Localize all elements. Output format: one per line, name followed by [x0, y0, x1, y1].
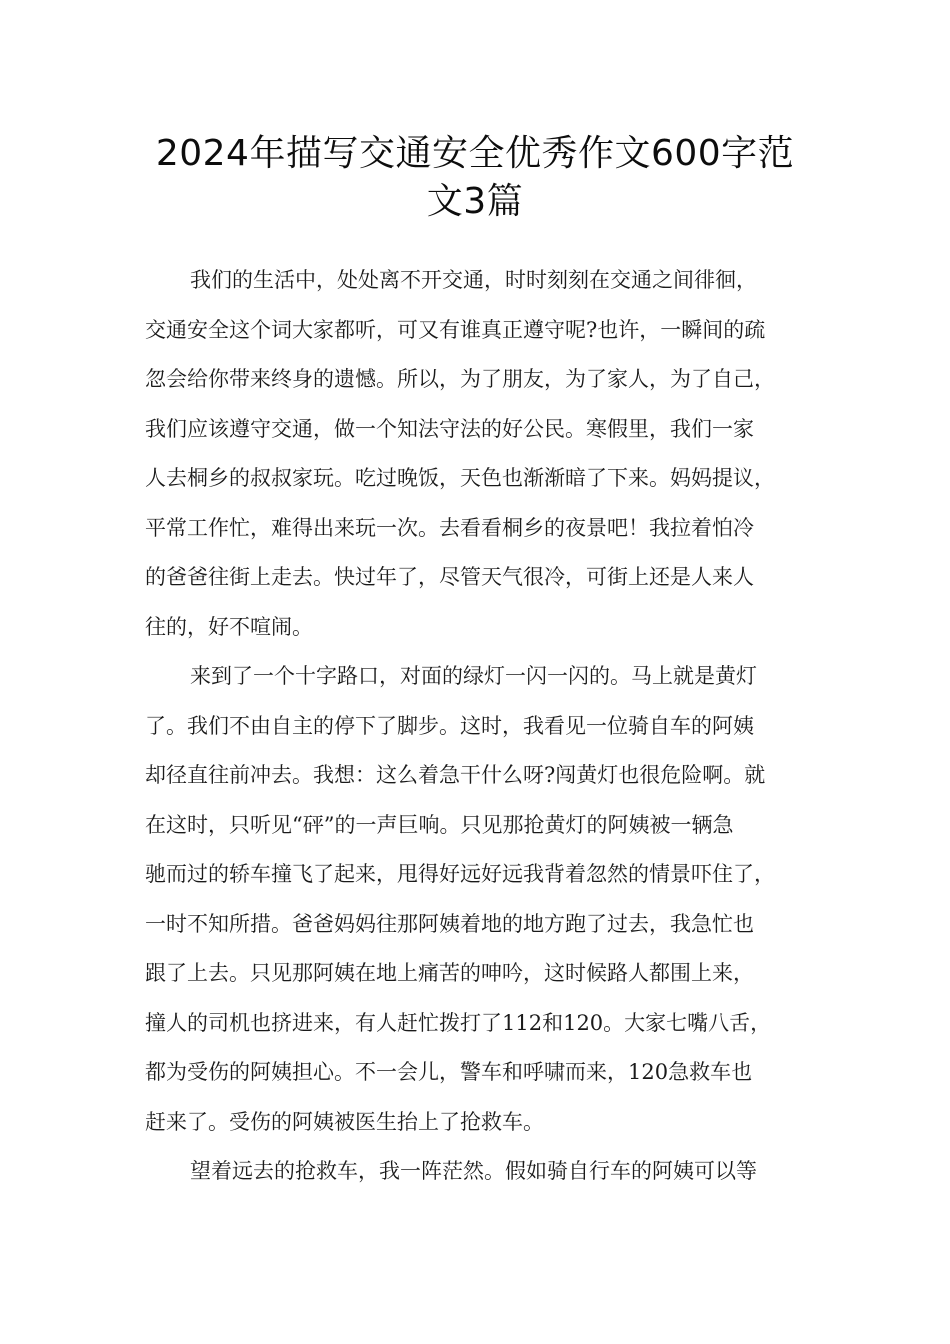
paragraph	[145, 652, 825, 1147]
text-line: 忽会给你带来终身的遗憾。所以，为了朋友，为了家人，为了自己，	[145, 367, 775, 391]
text-line: 交通安全这个词大家都听，可又有谁真正遵守呢?也许，一瞬间的疏	[145, 317, 766, 342]
text-line: 跟了上去。只见那阿姨在地上痛苦的呻吟，这时候路人都围上来，	[145, 961, 754, 985]
text-line: 我们的生活中，处处离不开交通，时时刻刻在交通之间徘徊，	[190, 268, 757, 292]
text-line: 来到了一个十字路口，对面的绿灯一闪一闪的。马上就是黄灯	[190, 664, 757, 688]
text-line: 往的，好不喧闹。	[145, 614, 313, 639]
text-line: 驰而过的轿车撞飞了起来，甩得好远好远我背着忽然的情景吓住了，	[145, 862, 775, 886]
title-line: 文3篇	[426, 181, 524, 222]
text-line: 望着远去的抢救车，我一阵茫然。假如骑自行车的阿姨可以等	[190, 1159, 757, 1183]
text-line: 撞人的司机也挤进来，有人赶忙拨打了112和120。大家七嘴八舌，	[145, 1010, 772, 1035]
document-body	[145, 256, 825, 1197]
text-line: 却径直往前冲去。我想：这么着急干什么呀?闯黄灯也很危险啊。就	[145, 763, 766, 787]
paragraph	[145, 256, 825, 652]
text-line: 的爸爸往街上走去。快过年了，尽管天气很冷，可街上还是人来人	[145, 565, 754, 589]
text-line: 了。我们不由自主的停下了脚步。这时，我看见一位骑自车的阿姨	[145, 713, 754, 738]
text-line: 我们应该遵守交通，做一个知法守法的好公民。寒假里，我们一家	[145, 416, 754, 441]
text-line: 赶来了。受伤的阿姨被医生抬上了抢救车。	[145, 1109, 544, 1134]
text-line: 人去桐乡的叔叔家玩。吃过晚饭，天色也渐渐暗了下来。妈妈提议，	[145, 466, 775, 490]
document-title	[120, 130, 830, 226]
text-line: 一时不知所措。爸爸妈妈往那阿姨着地的地方跑了过去，我急忙也	[145, 911, 754, 936]
title-line: 2024年描写交通安全优秀作文600字范	[155, 133, 795, 174]
text-line: 平常工作忙，难得出来玩一次。去看看桐乡的夜景吧！我拉着怕冷	[145, 515, 754, 540]
text-line: 都为受伤的阿姨担心。不一会儿，警车和呼啸而来，120急救车也	[145, 1060, 753, 1084]
paragraph	[145, 1147, 825, 1197]
text-line: 在这时，只听见“砰”的一声巨响。只见那抢黄灯的阿姨被一辆急	[145, 812, 734, 837]
